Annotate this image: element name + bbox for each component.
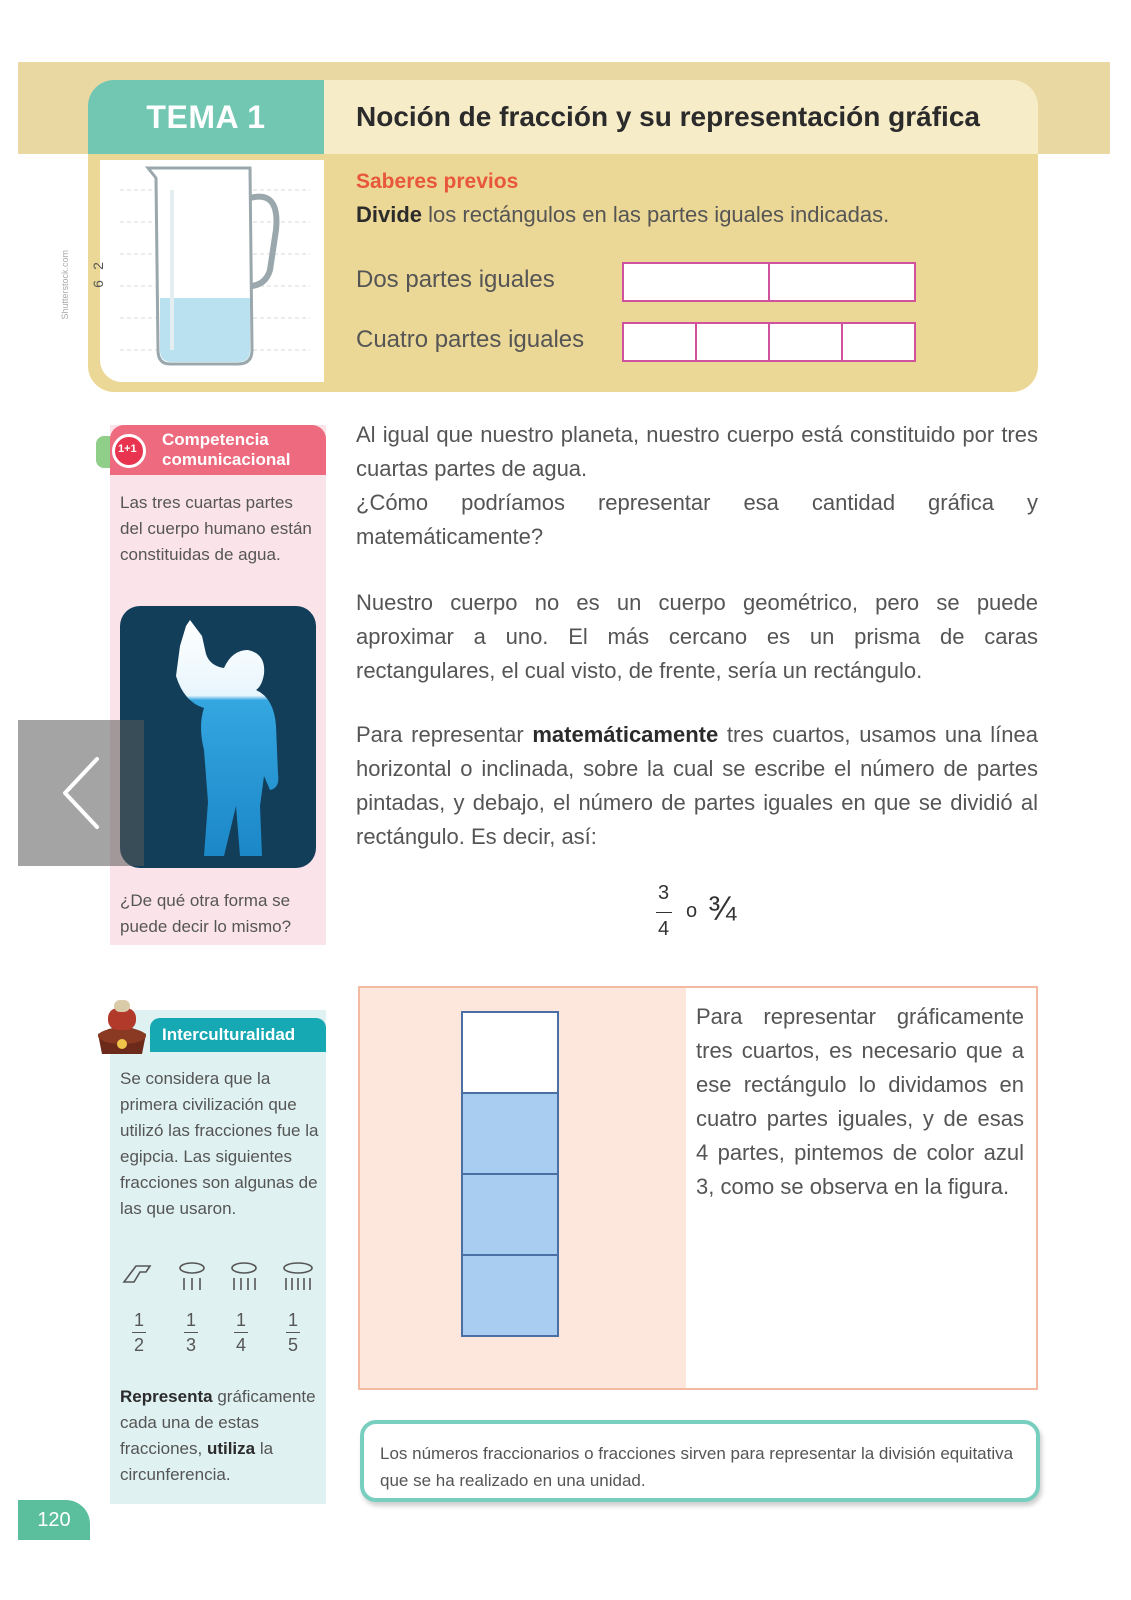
page-title: Noción de fracción y su representación gráfica <box>324 80 1038 154</box>
fraction-numerator: 3 <box>658 882 670 904</box>
rect-four-parts <box>622 322 916 362</box>
represent-verb-2: utiliza <box>206 1439 256 1458</box>
half-glyph-icon <box>124 1266 150 1282</box>
pitcher-fraction-num: 2 <box>89 262 106 270</box>
instruction-text: los rectángulos en las partes iguales indicadas. <box>422 202 890 227</box>
competencia-title-line2: comunicacional <box>162 450 291 469</box>
mouth-glyph-icon <box>180 1263 204 1273</box>
unit-fraction <box>124 1308 154 1357</box>
unit-fractions <box>118 1308 324 1364</box>
represent-text-end: la circunferencia. <box>120 1439 274 1484</box>
unit-fraction-den: 3 <box>185 1335 196 1355</box>
pitcher-illustration <box>89 160 324 382</box>
definition-note: Los números fraccionarios o fracciones sirven para representar la división equitativa que se ha realizado en una unidad. <box>360 1420 1040 1502</box>
saberes-heading: Saberes previos <box>356 170 519 193</box>
represent-verb: Representa <box>120 1387 213 1406</box>
water-body-illustration <box>120 606 316 868</box>
competencia-badge-text: 1+1 <box>118 443 137 455</box>
chevron-left-icon <box>59 753 103 833</box>
competencia-title-line1: Competencia <box>162 430 269 449</box>
row-label-four: Cuatro partes iguales <box>356 326 585 353</box>
paragraph-intro: Al igual que nuestro planeta, nuestro cuerpo está constituido por tres cuartas partes de agua. <box>356 422 1038 481</box>
painted-part <box>462 1093 558 1174</box>
unpainted-part <box>462 1012 558 1093</box>
unit-fraction-num: 1 <box>133 1310 144 1330</box>
saberes-instruction <box>356 202 889 228</box>
three-quarters-rectangle <box>360 988 686 1388</box>
instruction-verb: Divide <box>356 202 423 227</box>
para-math-end: tres cuartos, usamos una línea horizontal o inclinada, sobre la cual se escribe el número de partes pintadas, y debajo, el número de partes iguales en que se dividió al rectángulo. Es decir, así: <box>356 722 1039 849</box>
interculturalidad-title: Interculturalidad <box>150 1018 326 1052</box>
rect-cell <box>770 264 914 300</box>
painted-part <box>462 1174 558 1255</box>
tema-label: TEMA 1 <box>88 80 324 154</box>
unit-fraction-num: 1 <box>287 1310 298 1330</box>
competencia-question: ¿De qué otra forma se puede decir lo mismo? <box>120 891 292 936</box>
represent-instruction <box>120 1384 320 1488</box>
competencia-text: Las tres cuartas partes del cuerpo humano están constituidas de agua. <box>120 493 312 564</box>
paragraph-question: ¿Cómo podríamos representar esa cantidad gráfica y matemáticamente? <box>356 490 1038 549</box>
rect-cell <box>770 324 843 360</box>
rect-cell <box>843 324 914 360</box>
paragraph-geometry: Nuestro cuerpo no es un cuerpo geométrico, pero se puede aproximar a uno. El más cercano es un prisma de caras rectangulares, el cual visto, de frente, sería un rectángulo. <box>356 590 1038 683</box>
unit-fraction-num: 1 <box>185 1310 196 1330</box>
three-quarters-fraction <box>658 882 778 958</box>
pitcher-icon <box>100 160 324 382</box>
unit-fraction <box>226 1308 256 1357</box>
fraction-slash-form: ¾ <box>708 890 737 928</box>
unit-fraction-den: 2 <box>133 1335 144 1355</box>
egyptian-hat-icon <box>86 990 158 1062</box>
rect-two-parts <box>622 262 916 302</box>
para-math-bold: matemáticamente <box>532 722 719 747</box>
drinking-person-icon <box>120 606 316 868</box>
unit-fraction-num: 1 <box>235 1310 246 1330</box>
competencia-title <box>162 430 322 470</box>
painted-part <box>462 1255 558 1336</box>
image-credit: Shutterstock.com <box>60 250 70 320</box>
para-math-start: Para representar <box>356 722 533 747</box>
unit-fraction <box>278 1308 308 1357</box>
competencia-tab <box>96 436 110 468</box>
unit-fraction-den: 4 <box>235 1335 246 1355</box>
figure-illustration-area <box>360 988 686 1388</box>
previous-page-button[interactable] <box>18 720 144 866</box>
row-label-two: Dos partes iguales <box>356 266 555 293</box>
page-number: 120 <box>18 1500 90 1540</box>
unit-fraction-den: 5 <box>287 1335 298 1355</box>
fraction-denominator: 4 <box>658 918 670 940</box>
rect-cell <box>624 324 697 360</box>
pitcher-fraction-den: 6 <box>89 280 106 288</box>
interculturalidad-text: Se considera que la primera civilización que utilizó las fracciones fue la egipcia. Las siguientes fracciones son algunas de las que usaron. <box>120 1069 319 1218</box>
paragraph-math <box>356 718 1038 854</box>
unit-fraction <box>176 1308 206 1357</box>
rect-cell <box>624 264 770 300</box>
represent-text: gráficamente cada una de estas fracciones, <box>120 1387 316 1458</box>
fraction-or: o <box>686 900 698 922</box>
egyptian-glyphs <box>118 1258 324 1302</box>
rect-cell <box>697 324 770 360</box>
figure-explanation: Para representar gráficamente tres cuartos, es necesario que a ese rectángulo lo dividamos en cuatro partes iguales, y de esas 4 partes, pintemos de color azul 3, como se observa en la figura. <box>696 1004 1024 1199</box>
fraction-bar <box>656 912 672 913</box>
